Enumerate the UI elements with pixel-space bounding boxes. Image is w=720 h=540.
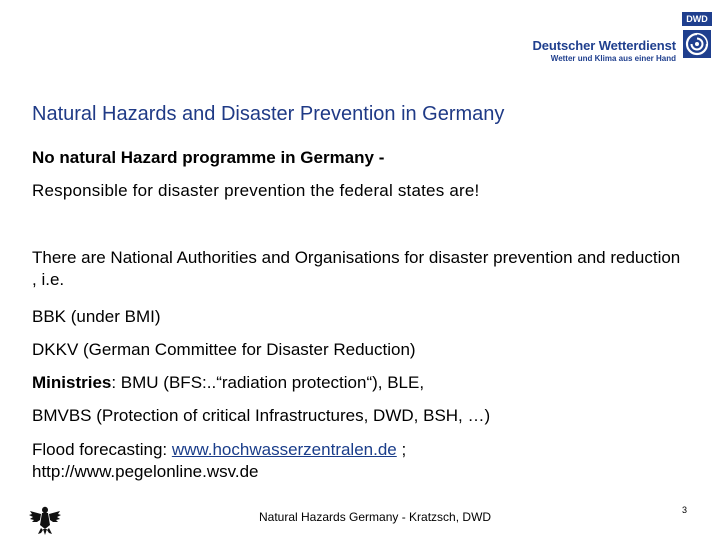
- paragraph-no-programme: No natural Hazard programme in Germany -: [32, 148, 385, 167]
- flood-forecasting-label: Flood forecasting:: [32, 440, 172, 459]
- paragraph-bmvbs: BMVBS (Protection of critical Infrastructures, DWD, BSH, …): [32, 406, 491, 425]
- weather-swirl-icon: [683, 30, 711, 58]
- link-separator: ;: [396, 440, 407, 459]
- logo-tagline: Wetter und Klima aus einer Hand: [550, 54, 676, 63]
- logo-text: [533, 38, 677, 64]
- paragraph-bbk: BBK (under BMI): [32, 307, 161, 326]
- paragraph-responsibility: Responsible for disaster prevention the federal states are!: [32, 181, 480, 200]
- footer-caption: Natural Hazards Germany - Kratzsch, DWD: [259, 510, 492, 524]
- ministries-list: : BMU (BFS:..“radiation protection“), BLE,: [111, 373, 425, 392]
- ministries-label: Ministries: [32, 373, 112, 392]
- slide-title: Natural Hazards and Disaster Prevention in Germany: [32, 103, 505, 125]
- page-number: 3: [682, 505, 688, 515]
- badge-label: DWD: [682, 12, 712, 26]
- federal-eagle-icon: [28, 503, 62, 537]
- dwd-logo: [516, 12, 712, 68]
- logo-name: Deutscher Wetterdienst: [532, 38, 676, 53]
- paragraph-dkkv: DKKV (German Committee for Disaster Reduction): [32, 340, 416, 359]
- paragraph-ministries: [32, 372, 682, 394]
- pegelonline-url: http://www.pegelonline.wsv.de: [32, 462, 259, 481]
- paragraph-flood-forecasting: [32, 439, 682, 483]
- hochwasserzentralen-link[interactable]: www.hochwasserzentralen.de: [171, 440, 397, 459]
- paragraph-authorities: There are National Authorities and Organisations for disaster prevention and reduction , i.e.: [32, 248, 681, 289]
- dwd-badge: [682, 12, 712, 72]
